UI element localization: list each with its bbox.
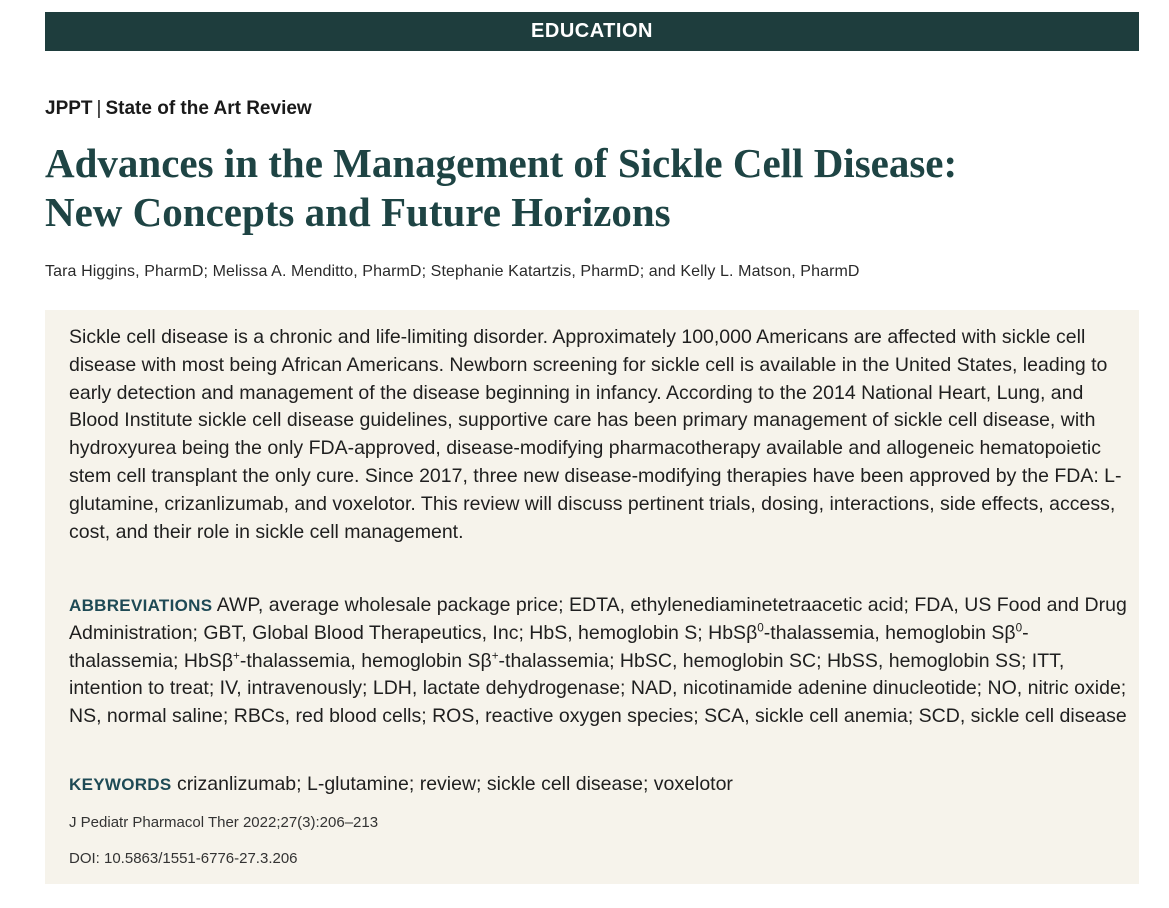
doi: DOI: 10.5863/1551-6776-27.3.206 (69, 850, 298, 867)
abbreviations-label: ABBREVIATIONS (69, 596, 213, 615)
article-header (45, 98, 312, 120)
abbreviations-text-1: AWP, average wholesale package price; EDTA, ethylenediaminetetraacetic acid; FDA, US Food and Drug Administration; GBT, Global Blood Therapeutics, Inc; HbS, hemoglobin S; HbSβ (69, 594, 1127, 644)
keywords-text: crizanlizumab; L-glutamine; review; sickle cell disease; voxelotor (176, 773, 733, 795)
abbreviations-text-2: -thalassemia, hemoglobin Sβ (763, 621, 1016, 644)
abstract-text: Sickle cell disease is a chronic and life-limiting disorder. Approximately 100,000 Americans are affected with sickle cell disease with most being African Americans. Newborn screening for sickle cell is available in the United States, leading to early detection and management of the disease beginning in infancy. According to the 2014 National Heart, Lung, and Blood Institute sickle cell disease guidelines, supportive care has been primary management of sickle cell disease, with hydroxyurea being the only FDA-approved, disease-modifying pharmacotherapy available and allogeneic hematopoietic stem cell transplant the only cure. Since 2017, three new disease-modifying therapies have been approved by the FDA: L-glutamine, crizanlizumab, and voxelotor. This review will discuss pertinent trials, dosing, interactions, side effects, access, cost, and their role in sickle cell management. (69, 326, 1122, 543)
section-banner (45, 12, 1139, 51)
keywords-label: KEYWORDS (69, 775, 172, 794)
superscript: 0 (757, 621, 764, 635)
article-type: State of the Art Review (105, 98, 312, 119)
title-line-1: Advances in the Management of Sickle Cell Disease: (45, 140, 958, 186)
journal-name: JPPT (45, 98, 93, 119)
title-line-2: New Concepts and Future Horizons (45, 189, 671, 235)
superscript: + (491, 649, 499, 663)
section-label: EDUCATION (531, 20, 653, 42)
keywords-section (69, 771, 1129, 799)
citation: J Pediatr Pharmacol Ther 2022;27(3):206–213 (69, 814, 379, 831)
abbreviations-text-3: -thalassemia; HbSβ (69, 621, 1029, 672)
abbreviations-text-5: -thalassemia; HbSC, hemoglobin SC; HbSS, hemoglobin SS; ITT, intention to treat; IV, intravenously; LDH, lactate dehydrogenase; NAD, nicotinamide adenine dinucleotide; NO, nitric oxide; NS, normal saline; RBCs, red blood cells; ROS, reactive oxygen species; SCA, sickle cell anemia; SCD, sickle cell disease (69, 649, 1127, 728)
abbreviations-text-4: -thalassemia, hemoglobin Sβ (239, 649, 492, 672)
header-separator: | (96, 98, 102, 119)
author-list: Tara Higgins, PharmD; Melissa A. Menditto, PharmD; Stephanie Katartzis, PharmD; and Kelly L. Matson, PharmD (45, 263, 860, 280)
abbreviations-section (69, 592, 1129, 731)
superscript: + (233, 649, 240, 663)
article-title (45, 139, 1135, 237)
superscript: 0 (1015, 621, 1023, 635)
